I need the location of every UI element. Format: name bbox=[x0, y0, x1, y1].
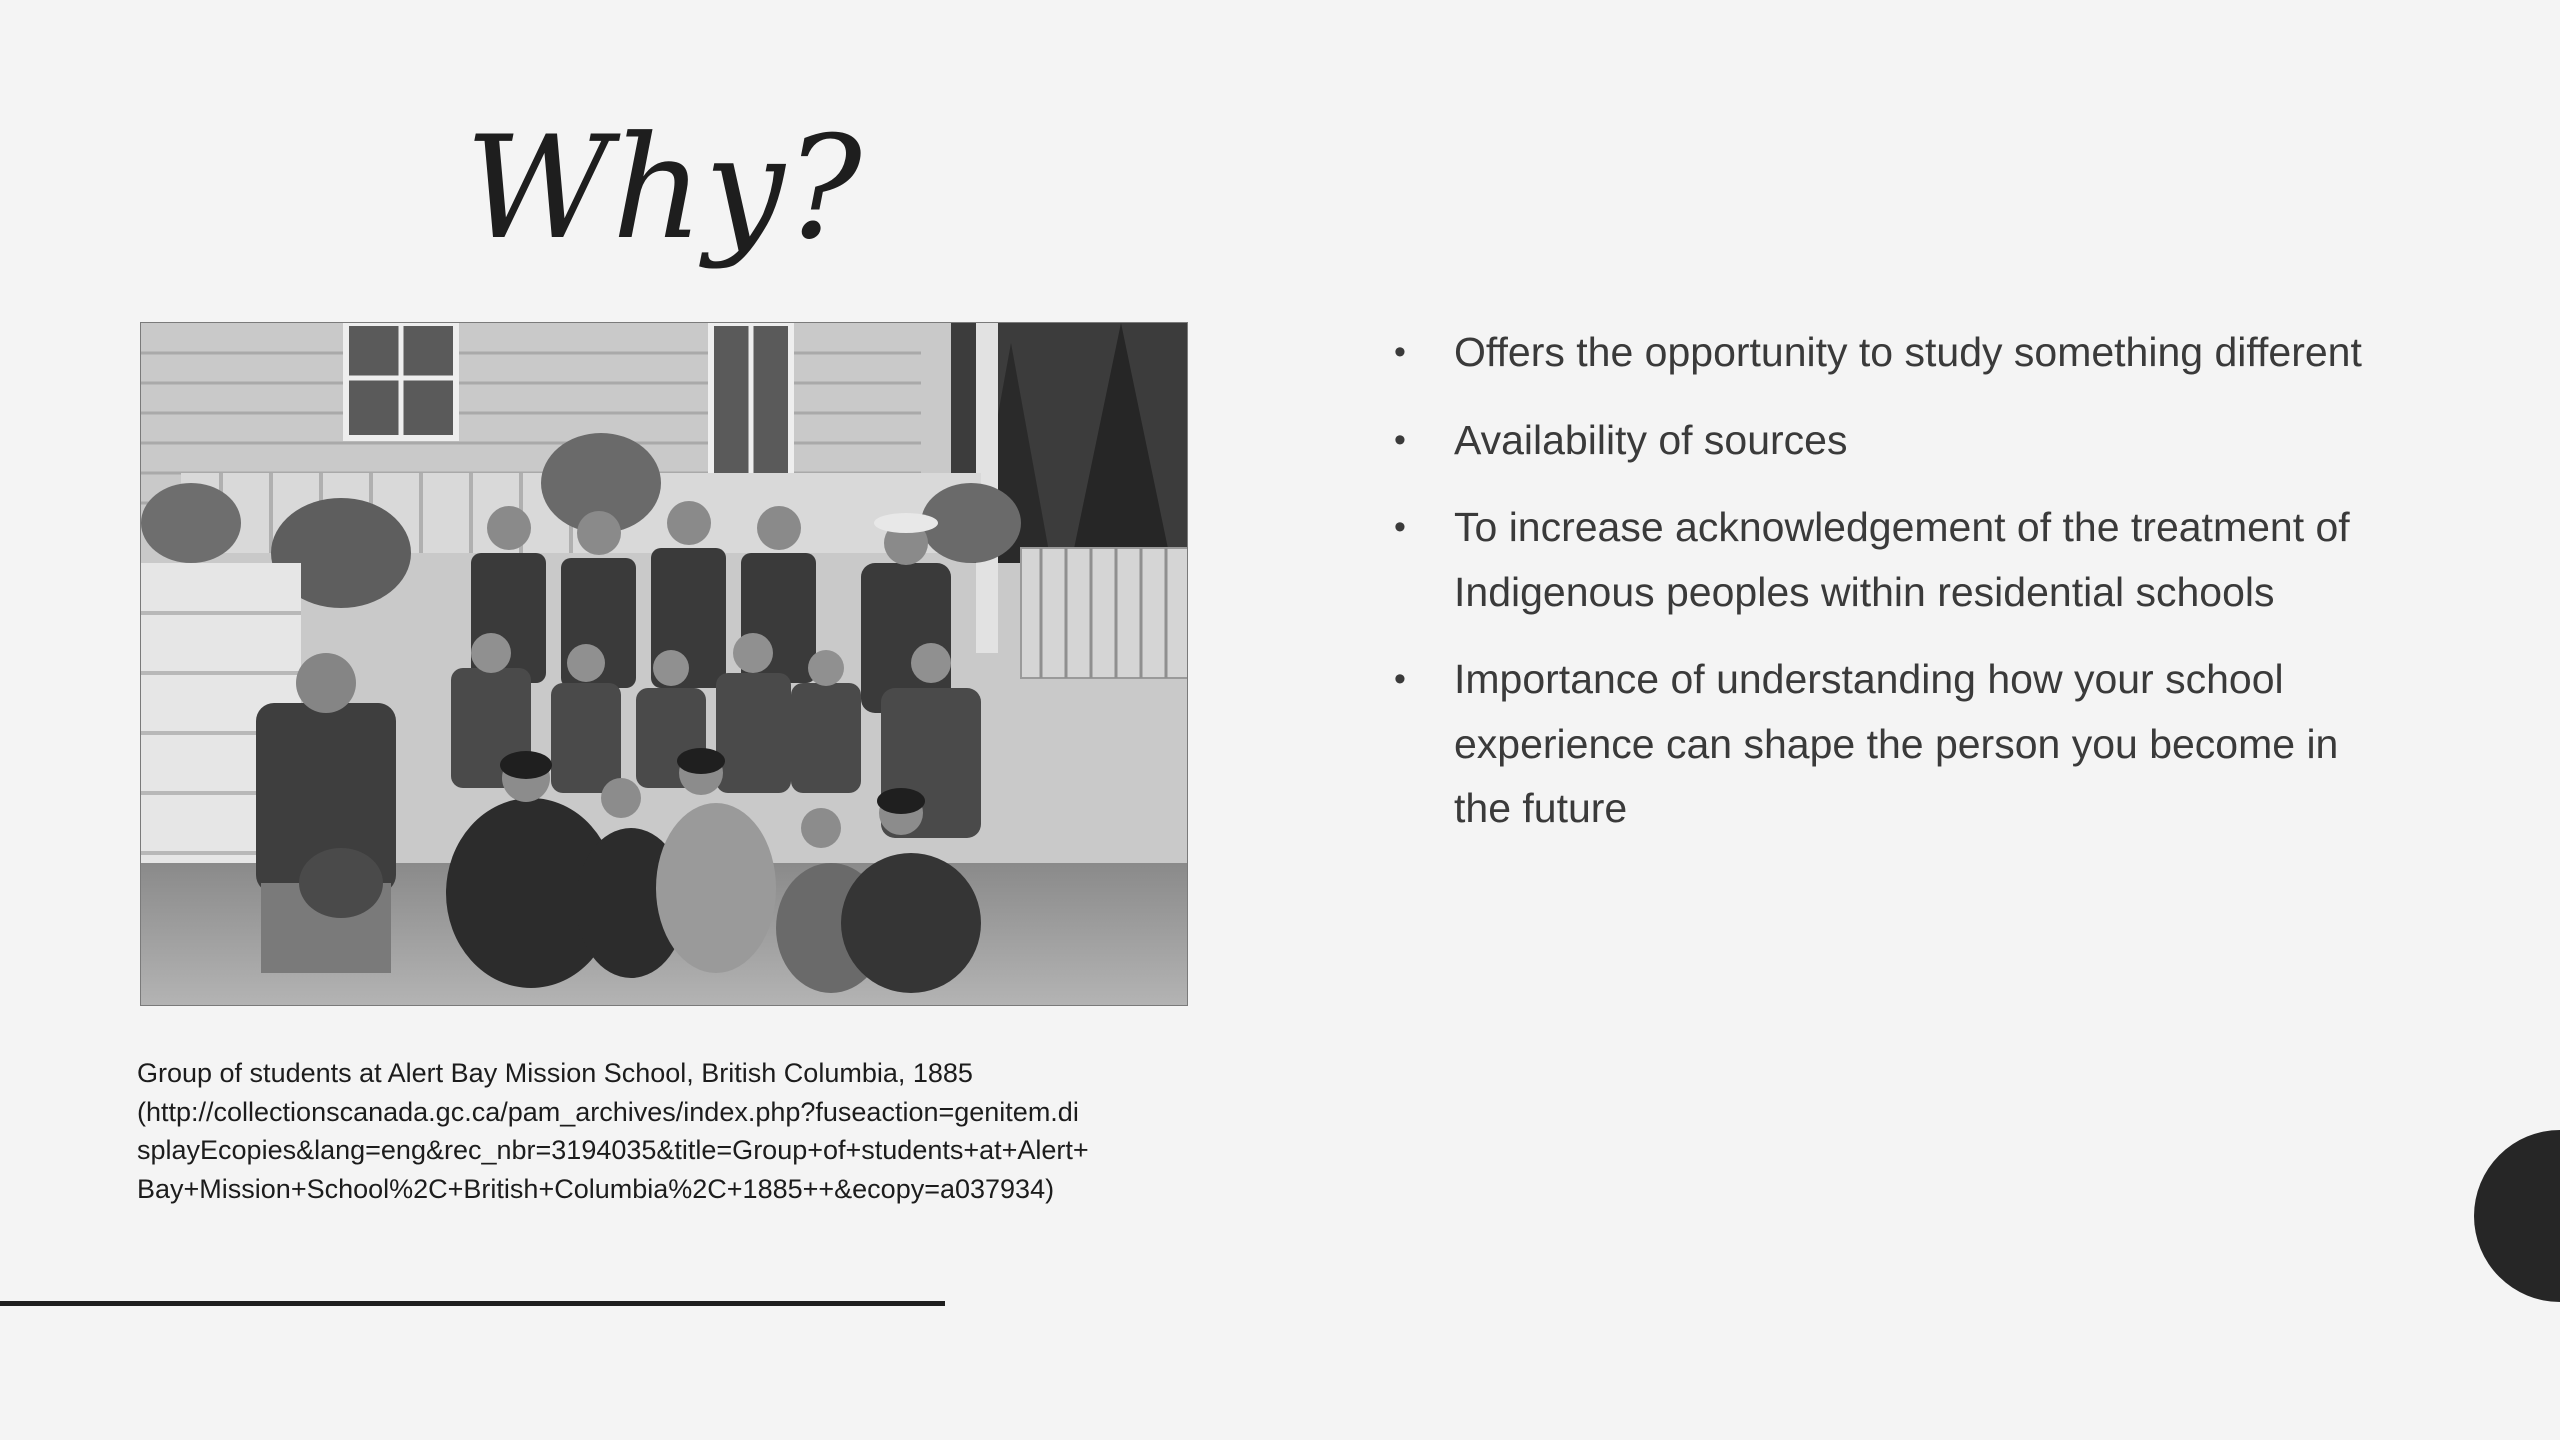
bullet-icon: • bbox=[1394, 333, 1406, 371]
caption-line: Bay+Mission+School%2C+British+Columbia%2C+1885++&ecopy=a037934) bbox=[137, 1173, 1055, 1204]
bullet-list bbox=[1380, 320, 2400, 864]
historical-photo bbox=[140, 322, 1188, 1006]
photo-illustration bbox=[141, 323, 1188, 1006]
caption-line: splayEcopies&lang=eng&rec_nbr=3194035&title=Group+of+students+at+Alert+ bbox=[137, 1135, 1089, 1165]
caption-line: (http://collectionscanada.gc.ca/pam_archives/index.php?fuseaction=genitem.di bbox=[137, 1096, 1079, 1127]
bullet-item bbox=[1380, 408, 2400, 473]
bullet-text: Importance of understanding how your school experience can shape the person you become in the future bbox=[1454, 656, 2339, 831]
bullet-icon: • bbox=[1394, 508, 1406, 546]
decorative-circle bbox=[2474, 1130, 2560, 1302]
bullet-text: Offers the opportunity to study something different bbox=[1454, 329, 2362, 375]
bullet-item bbox=[1380, 495, 2400, 624]
bullet-icon: • bbox=[1394, 420, 1406, 459]
bullet-item bbox=[1380, 647, 2400, 841]
divider-line bbox=[0, 1301, 945, 1306]
bullet-text: Availability of sources bbox=[1454, 416, 1848, 463]
caption-line: Group of students at Alert Bay Mission School, British Columbia, 1885 bbox=[137, 1058, 973, 1088]
bullet-icon: • bbox=[1394, 660, 1406, 698]
bullet-text: To increase acknowledgement of the treatment of Indigenous peoples within residential schools bbox=[1454, 504, 2350, 615]
bullet-item bbox=[1380, 320, 2400, 385]
slide-title: Why? bbox=[465, 106, 863, 271]
photo-caption bbox=[137, 1054, 1197, 1208]
